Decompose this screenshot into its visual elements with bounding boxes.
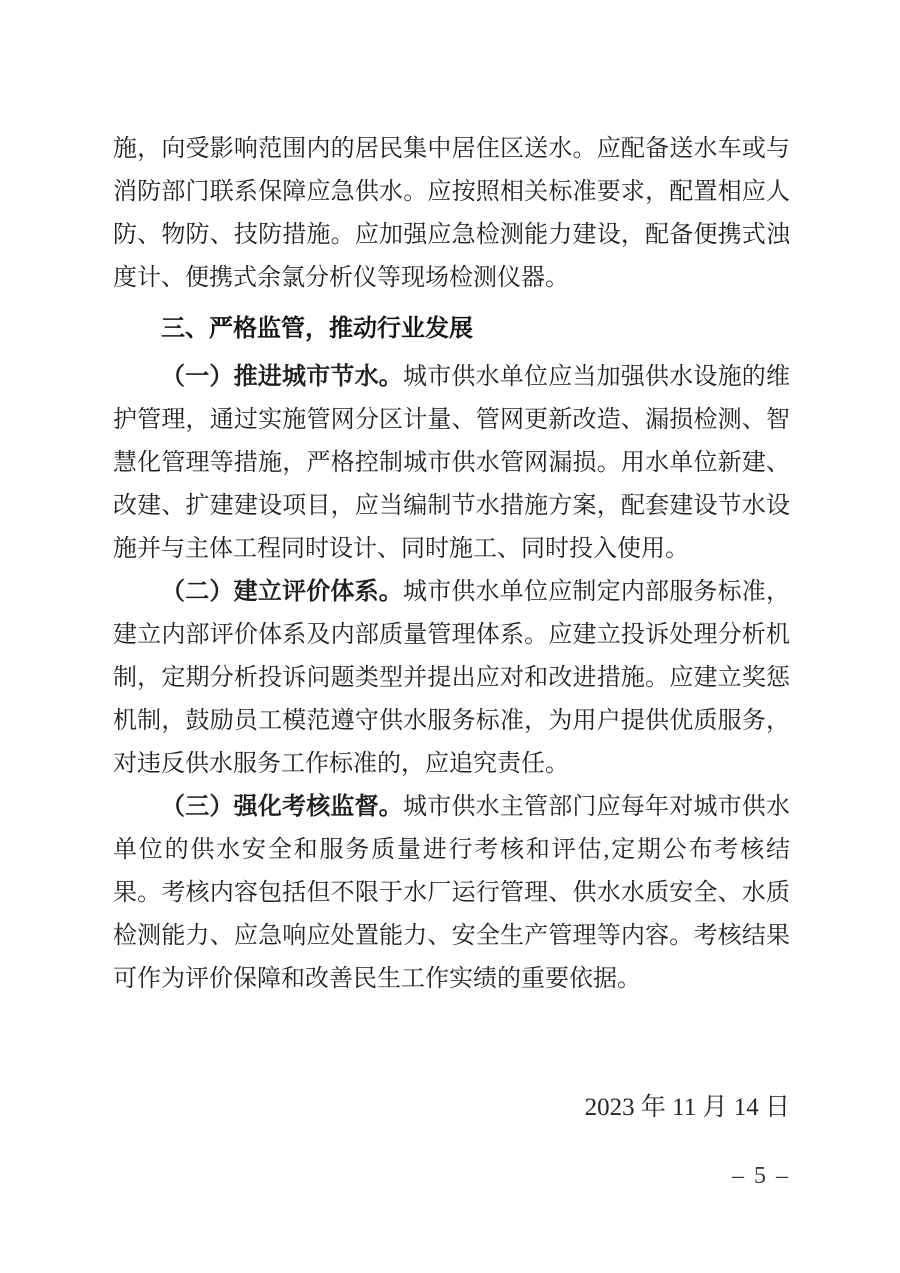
- page-number: – 5 –: [732, 1163, 790, 1189]
- document-page: [113, 0, 790, 1198]
- paragraph-3-lead: （三）强化考核监督。: [161, 794, 403, 820]
- paragraph-1: [113, 356, 790, 571]
- continuation-paragraph: 施，向受影响范围内的居民集中居住区送水。应配备送水车或与消防部门联系保障应急供水。应按照相关标准要求，配置相应人防、物防、技防措施。应加强应急检测能力建设，配备便携式浊度计、便携式余氯分析仪等现场检测仪器。: [113, 136, 790, 291]
- document-date: 2023 年 11 月 14 日: [584, 1094, 790, 1121]
- paragraph-2-body: 城市供水单位应制定内部服务标准，建立内部评价体系及内部质量管理体系。应建立投诉处理分析机制，定期分析投诉问题类型并提出应对和改进措施。应建立奖惩机制，鼓励员工模范遵守供水服务标准，为用户提供优质服务，对违反供水服务工作标准的，应追究责任。: [113, 579, 790, 777]
- section-heading: 三、严格监管，推动行业发展: [161, 315, 473, 342]
- paragraph-1-lead: （一）推进城市节水。: [161, 364, 403, 390]
- paragraph-2-lead: （二）建立评价体系。: [161, 579, 403, 605]
- paragraph-3-body: 城市供水主管部门应每年对城市供水单位的供水安全和服务质量进行考核和评估,定期公布考核结果。考核内容包括但不限于水厂运行管理、供水水质安全、水质检测能力、应急响应处置能力、安全生产管理等内容。考核结果可作为评价保障和改善民生工作实绩的重要依据。: [113, 794, 790, 992]
- paragraph-2: [113, 571, 790, 786]
- paragraph-1-body: 城市供水单位应当加强供水设施的维护管理，通过实施管网分区计量、管网更新改造、漏损检测、智慧化管理等措施，严格控制城市供水管网漏损。用水单位新建、改建、扩建建设项目，应当编制节水措施方案，配套建设节水设施并与主体工程同时设计、同时施工、同时投入使用。: [113, 364, 790, 562]
- paragraph-3: [113, 786, 790, 1001]
